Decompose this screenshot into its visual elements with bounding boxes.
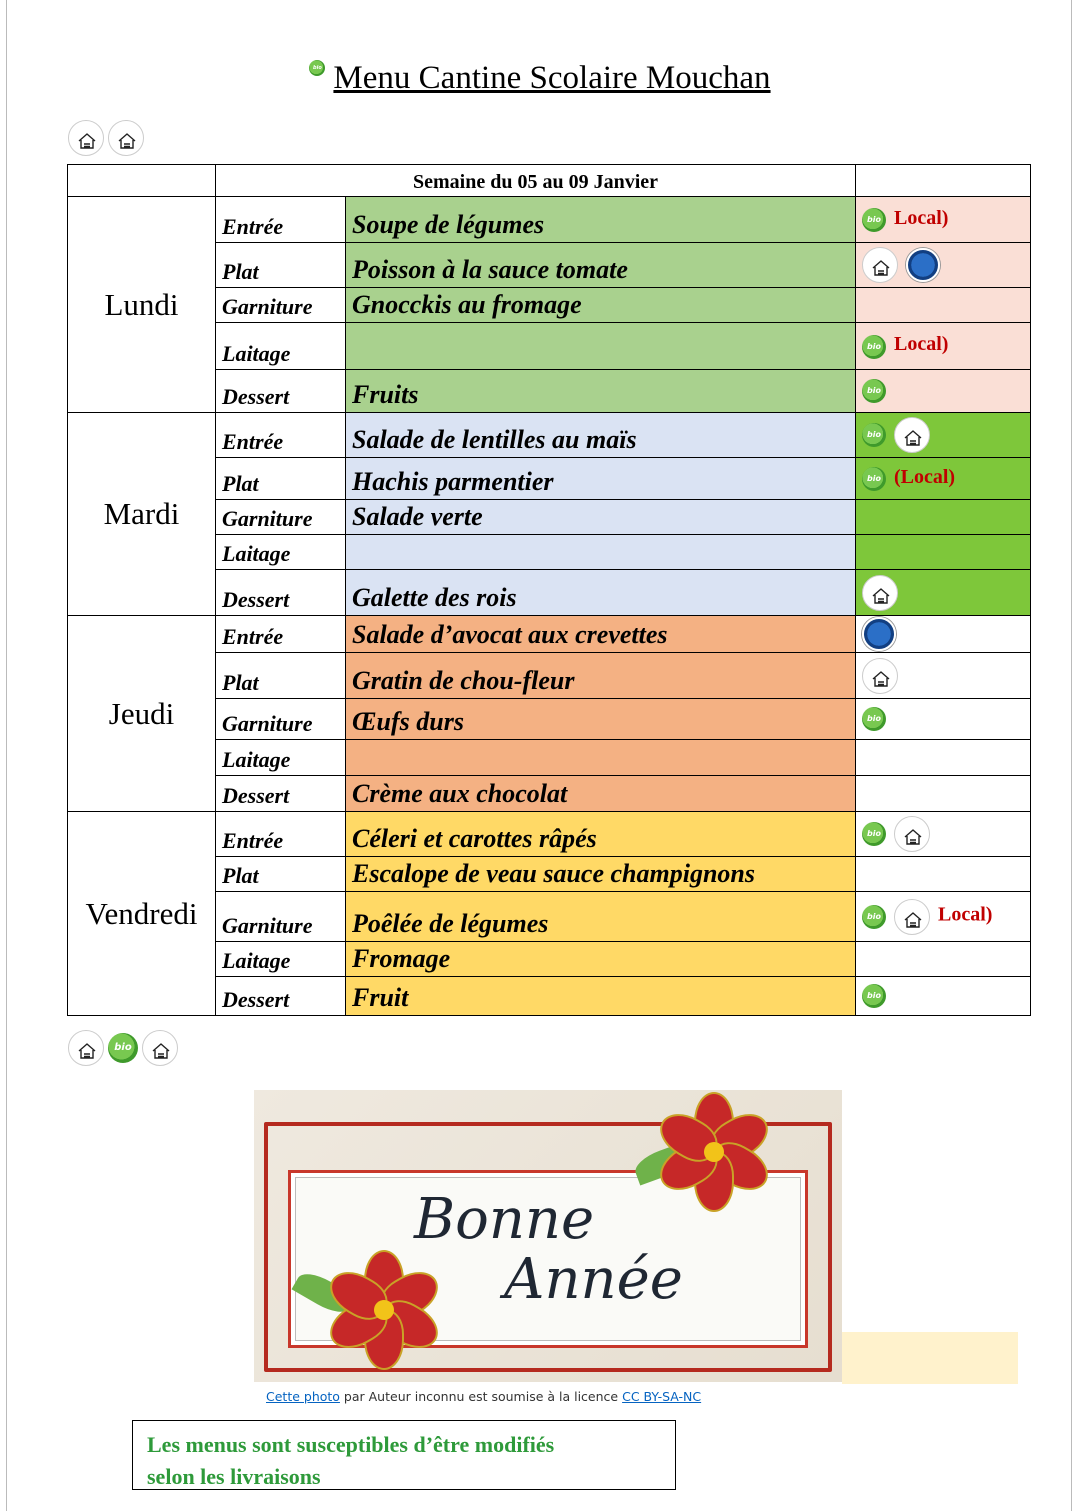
dish-name: Fruits [346, 370, 856, 413]
photo-credit [266, 1389, 701, 1404]
notice-box [132, 1420, 676, 1490]
course-category: Plat [216, 653, 346, 699]
local-label: Local) [894, 333, 949, 356]
dish-name: Poêlée de légumes [346, 892, 856, 942]
bottom-badges [68, 1030, 178, 1066]
menu-row [68, 812, 1031, 857]
label-cell [856, 942, 1031, 977]
label-cell [856, 570, 1031, 616]
dish-name: Salade de lentilles au maïs [346, 413, 856, 458]
course-category: Entrée [216, 197, 346, 243]
dish-name: Gnocckis au fromage [346, 288, 856, 323]
label-cell [856, 977, 1031, 1016]
course-category: Entrée [216, 812, 346, 857]
label-cell [856, 197, 1031, 243]
bio-logo-icon: bio [862, 208, 886, 232]
page-edge-left [6, 0, 7, 1511]
bio-logo-icon: bio [862, 379, 886, 403]
course-category: Entrée [216, 413, 346, 458]
plus-fun-mouchan-icon [894, 816, 930, 852]
plus-fun-mouchan-icon [108, 120, 144, 156]
notice-line-1: Les menus sont susceptibles d’être modifiés [147, 1432, 555, 1457]
menu-row [68, 616, 1031, 653]
local-label: Local) [894, 206, 949, 229]
label-cell [856, 288, 1031, 323]
header-row [68, 165, 1031, 197]
dish-name: Céleri et carottes râpés [346, 812, 856, 857]
course-category: Dessert [216, 570, 346, 616]
label-cell [856, 616, 1031, 653]
plus-fun-mouchan-icon [862, 575, 898, 611]
day-label: Vendredi [68, 812, 216, 1016]
label-cell [856, 323, 1031, 370]
dish-name: Fruit [346, 977, 856, 1016]
week-header: Semaine du 05 au 09 Janvier [216, 165, 856, 197]
course-category: Plat [216, 857, 346, 892]
label-cell [856, 243, 1031, 288]
bio-logo-icon: bio [309, 48, 325, 85]
course-category: Laitage [216, 942, 346, 977]
course-category: Dessert [216, 370, 346, 413]
menu-row [68, 197, 1031, 243]
local-label: Local) [938, 903, 993, 926]
dish-name: Poisson à la sauce tomate [346, 243, 856, 288]
bio-logo-icon: bio [862, 905, 886, 929]
course-category: Garniture [216, 500, 346, 535]
license-link[interactable]: CC BY-SA-NC [622, 1389, 702, 1404]
label-cell [856, 699, 1031, 740]
course-category: Garniture [216, 699, 346, 740]
photo-link[interactable]: Cette photo [266, 1389, 340, 1404]
course-category: Garniture [216, 892, 346, 942]
plus-fun-mouchan-icon [68, 120, 104, 156]
plus-fun-mouchan-icon [68, 1030, 104, 1066]
dish-name [346, 740, 856, 776]
bio-logo-icon: bio [862, 984, 886, 1008]
course-category: Laitage [216, 323, 346, 370]
bio-logo-icon: bio [108, 1033, 138, 1063]
course-category: Plat [216, 243, 346, 288]
poinsettia-decoration [324, 1250, 444, 1370]
greeting-line-2: Année [504, 1247, 683, 1312]
cream-box [842, 1332, 1018, 1384]
course-category: Plat [216, 458, 346, 500]
label-cell [856, 857, 1031, 892]
course-category: Dessert [216, 776, 346, 812]
dish-name [346, 323, 856, 370]
bonne-annee-photo [254, 1090, 842, 1382]
peche-durable-icon [906, 248, 940, 282]
bio-logo-icon: bio [862, 822, 886, 846]
label-cell [856, 892, 1031, 942]
page-edge-right [1071, 0, 1072, 1511]
header-empty-cell [68, 165, 216, 197]
course-category: Entrée [216, 616, 346, 653]
bio-logo-icon: bio [862, 423, 886, 447]
label-cell [856, 535, 1031, 570]
day-label: Lundi [68, 197, 216, 413]
peche-durable-icon [862, 617, 896, 651]
dish-name: Œufs durs [346, 699, 856, 740]
page-title [0, 60, 1080, 99]
poinsettia-decoration [654, 1092, 774, 1212]
title-text: Menu Cantine Scolaire Mouchan [333, 60, 771, 96]
dish-name: Galette des rois [346, 570, 856, 616]
label-cell [856, 370, 1031, 413]
dish-name: Salade d’avocat aux crevettes [346, 616, 856, 653]
top-badges [68, 120, 144, 156]
dish-name: Soupe de légumes [346, 197, 856, 243]
bio-logo-icon: bio [862, 467, 886, 491]
label-cell [856, 653, 1031, 699]
bio-logo-icon: bio [862, 707, 886, 731]
local-label: (Local) [894, 465, 956, 488]
greeting-line-1: Bonne [414, 1187, 595, 1252]
menu-table [67, 164, 1031, 1016]
dish-name: Fromage [346, 942, 856, 977]
course-category: Laitage [216, 535, 346, 570]
dish-name [346, 535, 856, 570]
course-category: Laitage [216, 740, 346, 776]
day-label: Jeudi [68, 616, 216, 812]
label-cell [856, 458, 1031, 500]
plus-fun-mouchan-icon [862, 658, 898, 694]
label-cell [856, 776, 1031, 812]
card-greeting [414, 1187, 683, 1312]
label-cell [856, 413, 1031, 458]
header-extra-cell [856, 165, 1031, 197]
course-category: Garniture [216, 288, 346, 323]
plus-fun-mouchan-icon [894, 899, 930, 935]
plus-fun-mouchan-icon [894, 417, 930, 453]
credit-text: par Auteur inconnu est soumise à la licence [339, 1389, 623, 1404]
bio-logo-icon: bio [862, 335, 886, 359]
dish-name: Hachis parmentier [346, 458, 856, 500]
menu-row [68, 413, 1031, 458]
plus-fun-mouchan-icon [142, 1030, 178, 1066]
dish-name: Salade verte [346, 500, 856, 535]
label-cell [856, 500, 1031, 535]
dish-name: Crème aux chocolat [346, 776, 856, 812]
plus-fun-mouchan-icon [862, 247, 898, 283]
label-cell [856, 812, 1031, 857]
dish-name: Escalope de veau sauce champignons [346, 857, 856, 892]
notice-line-2: selon les livraisons [147, 1464, 321, 1489]
day-label: Mardi [68, 413, 216, 616]
dish-name: Gratin de chou-fleur [346, 653, 856, 699]
course-category: Dessert [216, 977, 346, 1016]
label-cell [856, 740, 1031, 776]
